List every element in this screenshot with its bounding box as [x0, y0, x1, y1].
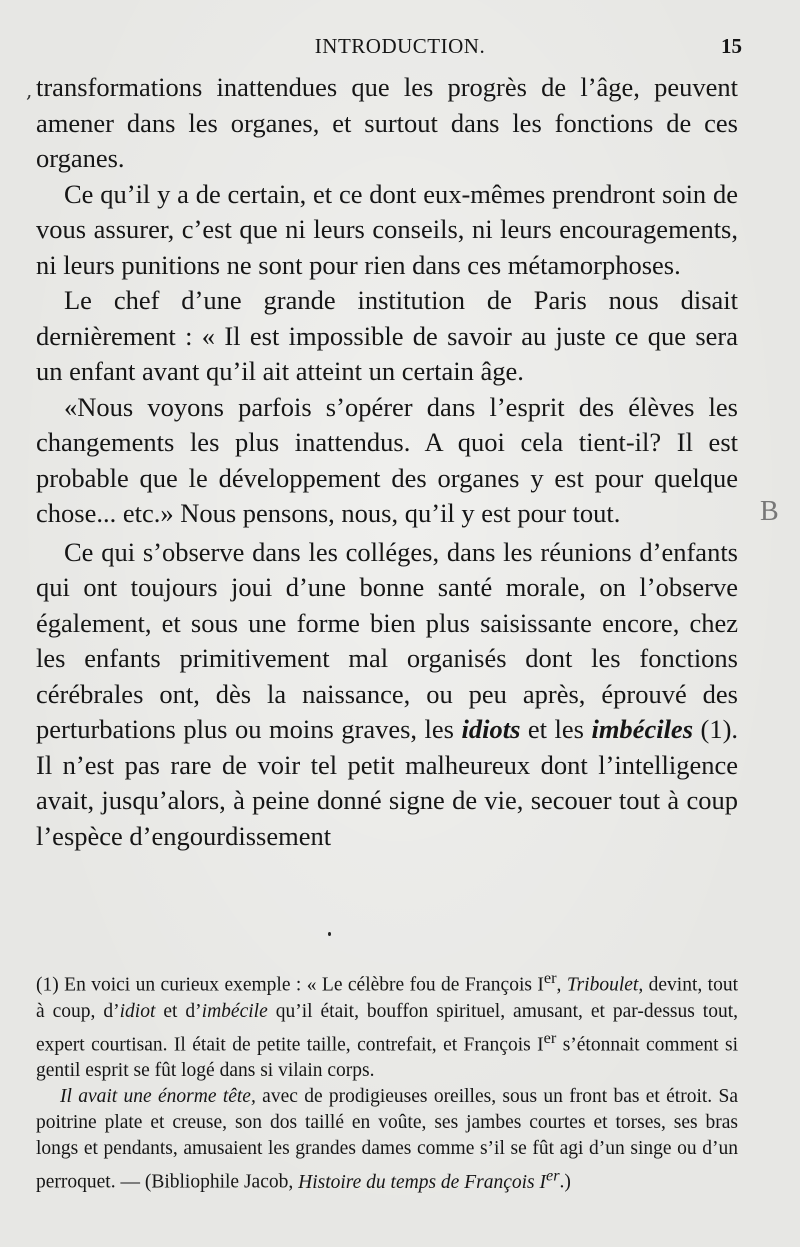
paragraph-5-part-c: (1). Il n’est pas rare de voir tel petit malheureux dont l’intelligence avait, jusqu’alors, à peine donné signe de vie, secouer tout à coup l’espèce d’engourdissement: [36, 714, 739, 851]
footnote-1-text-e: qu’il était, bouffon spirituel, amusant, et par-dessus tout, expert courtisan. Il était de petite taille, contrefait, et François I: [36, 1000, 739, 1055]
footnote-1-continued: [36, 1084, 738, 1196]
footnote-1-text-c: devint, tout à coup, d’: [36, 974, 739, 1022]
margin-mark-left: ,: [26, 78, 33, 102]
paragraph-4: «Nous voyons parfois s’opérer dans l’esprit des élèves les changements les plus inattendus. A quoi cela tient-il? Il est probable que le développement des organes y est pour quelque chose... etc.» Nous pensons, nous, qu’il y est pour tout.: [36, 391, 738, 528]
footnote-1-text-d: et d’: [163, 1000, 202, 1022]
footnote-2-end: .): [559, 1171, 571, 1193]
footnote-1-text-b: ,: [556, 974, 562, 996]
footnote-1-sup-1: er: [543, 969, 557, 987]
running-header: [0, 34, 800, 64]
paragraph-5-part-b: et les: [527, 714, 584, 744]
footnote-2-source-title: Histoire du temps de François I: [298, 1171, 546, 1193]
footnote-1-sup-2: er: [543, 1028, 557, 1047]
footnote-2-sup: er: [545, 1166, 560, 1184]
margin-mark-right: B: [760, 496, 779, 527]
term-idiots: idiots: [461, 714, 521, 744]
footnote-1-text-a: (1) En voici un curieux exemple : « Le célèbre fou de François I: [36, 974, 544, 996]
term-imbeciles: imbéciles: [591, 714, 694, 744]
page-number: 15: [721, 34, 742, 58]
paragraph-5-part-a: Ce qui s’observe dans les colléges, dans les réunions d’enfants qui ont toujours joui d’une bonne santé morale, on l’observe également, et sous une forme bien plus saisissante encore, chez les enfants primitivement mal organisés dont les fonctions cérébrales ont, dès la naissance, ou peu après, éprouvé des perturbations plus ou moins graves, les: [36, 536, 738, 744]
paragraph-5: [36, 535, 738, 855]
footnote-1-idiot: idiot: [119, 1000, 156, 1022]
separator-dot: [328, 932, 331, 936]
footnote-1-imbecile: imbécile: [201, 1000, 268, 1022]
main-text: [36, 70, 738, 854]
footnote-2-text: avec de prodigieuses oreilles, sous un front bas et étroit. Sa poitrine plate et creuse, son dos taillé en voûte, ses jambes courtes et torses, ses bras longs et pendants, amusaient les grandes dames comme s’il se fût agi d’un singe ou d’un perroquet. — (Bibliophile Jacob,: [36, 1086, 739, 1193]
footnotes: [36, 965, 738, 1196]
footnote-1-name: Triboulet,: [566, 974, 644, 996]
footnote-2-italic: Il avait une énorme tête,: [60, 1086, 256, 1107]
paragraph-1: transformations inattendues que les progrès de l’âge, peuvent amener dans les organes, et surtout dans les fonctions de ces organes.: [36, 72, 738, 173]
footnote-1-text-f: s’étonnait comment si gentil esprit se fût logé dans si vilain corps.: [36, 1034, 738, 1081]
header-title: INTRODUCTION.: [314, 34, 486, 58]
footnote-2-source: [298, 1166, 560, 1193]
footnote-1: [36, 965, 738, 1084]
paragraph-3: Le chef d’une grande institution de Paris nous disait dernièrement : « Il est impossible de savoir au juste ce que sera un enfant avant qu’il ait atteint un certain âge.: [36, 285, 738, 386]
paragraph-2: Ce qu’il y a de certain, et ce dont eux-mêmes prendront soin de vous assurer, c’est que ni leurs conseils, ni leurs encouragements, ni leurs punitions ne sont pour rien dans ces métamorphoses.: [36, 178, 738, 280]
